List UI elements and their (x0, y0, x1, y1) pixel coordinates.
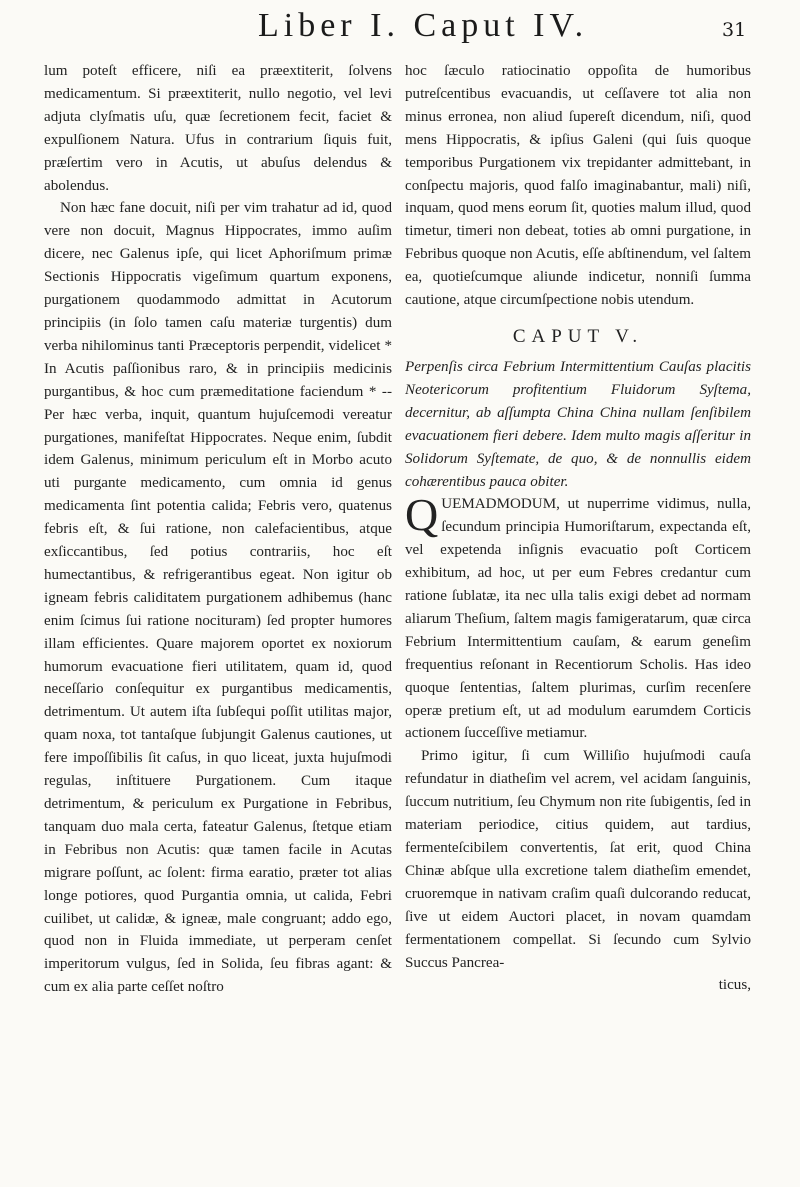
right-opening-paragraph: hoc ſæculo ratiocinatio oppoſita de humoribus putreſcentibus evacuandis, ut ceſſavere tot alia non minus erronea, non aliud ſupereſt dicendum, niſi, quod mens Hippocratis, & ipſius Galeni (qui ſuis quoque temporibus Purgationem vix trepidanter admittebant, in conſpectu majoris, quod falſo imaginabantur, mali) niſi, inquam, quod mens eorum ſit, quoties malum illud, quod timetur, timeri non debeat, toties ab omni purgatione, in Febribus quoque non Acutis, eſſe abſtinendum, vel ſaltem ea, quotieſcumque aliunde indicetur, nonniſi ſumma cautione, atque circumſpectione nobis utendum. (405, 63, 751, 309)
right-column (405, 60, 751, 1170)
chapter-heading: CAPUT V. (512, 325, 644, 347)
drop-cap: Q (405, 489, 439, 541)
running-title: Liber I. Caput IV. (258, 7, 589, 44)
dropcap-paragraph-text: UEMADMODUM, ut nuperrime vidimus, nulla, ſecundum principia Humoriſtarum, expectanda eſt, vel expetenda inſignis evacuatio poſt Corticem exhibitum, ad hoc, ut per eum Febres credantur cum ratione ſublatæ, ita nec ulla talis exigi debet ad normam aliarum Theſium, ſaltem magis famigeratarum, quæ circa Febrium Intermittentium cauſam, & earum geneſim frequentius reſonant in Recentiorum Scholis. Has ideo quoque ſententias, ſaltem plurimas, curſim recenſere operæ pretium eſt, ut ad modulum earumdem Corticis actionem ſucceſſive metiamur. (405, 496, 751, 742)
page-number: 31 (722, 19, 747, 41)
catchword: ticus, (718, 977, 751, 994)
right-closing-paragraph: Primo igitur, ſi cum Williſio hujuſmodi cauſa refundatur in diatheſim vel acrem, vel acidam ſanguinis, ſuccum nutritium, ſeu Chymum non rite ſubigentis, ſed in materiam periodice, citius quidem, aut tardius, fermenteſcibilem convertentis, ſat erit, quod China Chinæ abſque ulla excretione talem diatheſim emendet, cruoremque in nativam craſim quaſi dulcorando reducat, ſive ut eidem Auctori placet, in novam quamdam fermentationem compellat. Si ſecundo cum Sylvio Succus Pancrea- (405, 748, 751, 971)
dropcap-paragraph (405, 489, 751, 745)
chapter-summary: Perpenſis circa Febrium Intermittentium Cauſas placitis Neotericorum profitentium Fluidorum Syſtema, decernitur, ab aſſumpta China China nullam ſenſibilem evacuationem fieri debere. Idem multo magis aſſeritur in Solidorum Syſtemate, de quo, & de nonnullis eidem cohærentibus pauca obiter. (405, 358, 751, 490)
left-paragraph-2: Non hæc fane docuit, niſi per vim trahatur ad id, quod vere non docuit, Magnus Hippocrates, immo auſim dicere, nec Galenus ipſe, qui licet Aphoriſmum primæ Sectionis Hippocratis vigeſimum quartum exponens, purgationem quodammodo admittat in Acutorum principiis (in ſolo tamen caſu materiæ turgentis) dum verba nihilominus tanti Præceptoris perpendit, videlicet * In Acutis paſſionibus raro, & in principiis medicinis purgantibus, & hoc cum præmeditatione faciendum * -- Per hæc verba, inquit, quantum hujuſcemodi vereatur purgationes, manifeſtat Hippocrates. Neque enim, ſubdit idem Galenus, minimum periculum eſt in Morbo acuto uti purgante medicamento, cum omnia id genus medicamenta ſint potentia calida; Febris vero, quatenus febris eſt, & ſui ratione, non calefacientibus, atque exſiccantibus, ſed potius contrariis, hoc eſt humectantibus, & refrigerantibus egeat. Non igitur ob igneam febris caliditatem purgationem adhibemus (hanc enim ſcimus ſui ratione nocituram) ſed propter humores illam efficientes. Quare majorem oportet ex noxiorum humorum evacuatione fieri utilitatem, quam id, quod neceſſario conſequitur ex purgantibus medicamentis, detrimentum. Ut autem iſta ſubſequi poſſit utilitas major, quam noxa, tot tantaſque ſubjungit Galenus cautiones, ut fere impoſſibilis ſit caſus, in quo liceat, juxta hujuſmodi regulas, inſtituere Purgationem. Cum itaque detrimentum, & periculum ex Purgatione in Febribus, tanquam duo mala certa, fateatur Galenus, ſtetque etiam in Febribus non Acutis: quæ tamen facile in Acutas migrare poſſunt, ac ſolent: firma earatio, præter tot alias longe potiores, quod Purgantia omnia, ut calida, Febri cuilibet, ut calidæ, & igneæ, male congruant; addo ego, quod non in Fluida immediate, ut perperam cenſet imperitorum vulgus, ſed in Solida, ſeu fibras agant: & cum ex alia parte ceſſet noſtro (44, 200, 392, 996)
running-head (0, 6, 800, 46)
left-column (44, 60, 392, 1180)
left-paragraph-1: lum poteſt efficere, niſi ea præextiterit, ſolvens medicamentum. Si præextiterit, nullo negotio, vel levi adjuta clyſmatis uſu, quæ ſecretionem fecit, faciet & expulſionem Natura. Ufus in contrarium ſiquis fuit, præſertim vero in Acutis, ut abuſus delendus & abolendus. (44, 63, 392, 194)
